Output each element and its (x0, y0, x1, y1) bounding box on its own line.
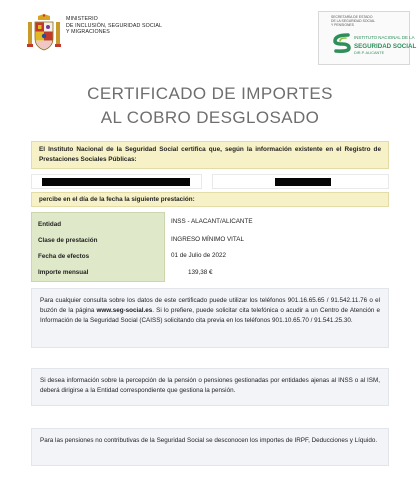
redacted-name (42, 178, 190, 186)
contact-info-box (31, 288, 389, 348)
document-title-line2: AL COBRO DESGLOSADO (100, 108, 320, 127)
benefit-details (31, 212, 389, 284)
detail-label-clase: Clase de prestación (38, 237, 98, 244)
percibe-statement: percibe en el día de la fecha la siguiente prestación: (31, 192, 389, 207)
coat-of-arms-icon (27, 14, 61, 52)
ministry-line: MINISTERIO (66, 16, 98, 22)
ss-brand-line2: SEGURIDAD SOCIAL (354, 43, 417, 50)
ministry-name (66, 16, 162, 36)
ministry-line: DE INCLUSIÓN, SEGURIDAD SOCIAL (66, 22, 163, 29)
contact-info-text: . Si lo prefiere, puede solicitar cita telefónica o acudir a un Centro de Atención e Información de la Seguridad Social (CAISS) solicitando cita previa en los teléfonos 901.10.65.70 / 91.541.25.30. (40, 307, 380, 324)
seg-social-link[interactable]: www.seg-social.es (96, 307, 153, 314)
other-entities-info-box: Si desea información sobre la percepción de la pensión o pensiones gestionadas por entidades ajenas al INSS o al ISM, deberá dirigirse a la Entidad correspondiente que gestiona la pensión. (31, 368, 389, 406)
detail-label-importe: Importe mensual (38, 269, 89, 276)
detail-value-entidad: INSS - ALACANT/ALICANTE (171, 218, 253, 225)
seguridad-social-logo-icon (331, 32, 353, 54)
ss-brand-line3: DIR.P. ALICANTE (354, 51, 385, 55)
document-title-line1: CERTIFICADO DE IMPORTES (87, 84, 333, 103)
secretaria-text (331, 15, 375, 28)
detail-value-clase: INGRESO MÍNIMO VITAL (171, 236, 245, 243)
detail-label-fecha: Fecha de efectos (38, 253, 90, 260)
beneficiary-id-field (212, 174, 389, 189)
certification-statement: El Instituto Nacional de la Seguridad Social certifica que, según la información existente en el Registro de Prestaciones Sociales Públicas: (31, 141, 389, 169)
document-header (0, 0, 420, 70)
redacted-id (275, 178, 331, 186)
beneficiary-name-field (31, 174, 202, 189)
detail-value-importe: 139,38 € (188, 269, 213, 276)
secretaria-line: SECRETARÍA DE ESTADO (331, 15, 373, 19)
contact-info-text: Para cualquier consulta sobre los datos de este certificado puede utilizar los teléfonos 901.16.65.65 / 91.542.11.76 o el buzón de la página (40, 297, 380, 314)
non-contributory-info-box: Para las pensiones no contributivas de la Seguridad Social se desconocen los importes de IRPF, Deducciones y Líquido. (31, 428, 389, 466)
ss-brand-line1: INSTITUTO NACIONAL DE LA (354, 35, 415, 40)
detail-value-fecha: 01 de Julio de 2022 (171, 252, 226, 259)
detail-label-entidad: Entidad (38, 221, 62, 228)
seguridad-social-logo-box (318, 11, 417, 65)
secretaria-line: DE LA SEGURIDAD SOCIAL (331, 19, 376, 24)
ministry-line: Y MIGRACIONES (66, 29, 110, 36)
secretaria-line: Y PENSIONES (331, 23, 354, 28)
